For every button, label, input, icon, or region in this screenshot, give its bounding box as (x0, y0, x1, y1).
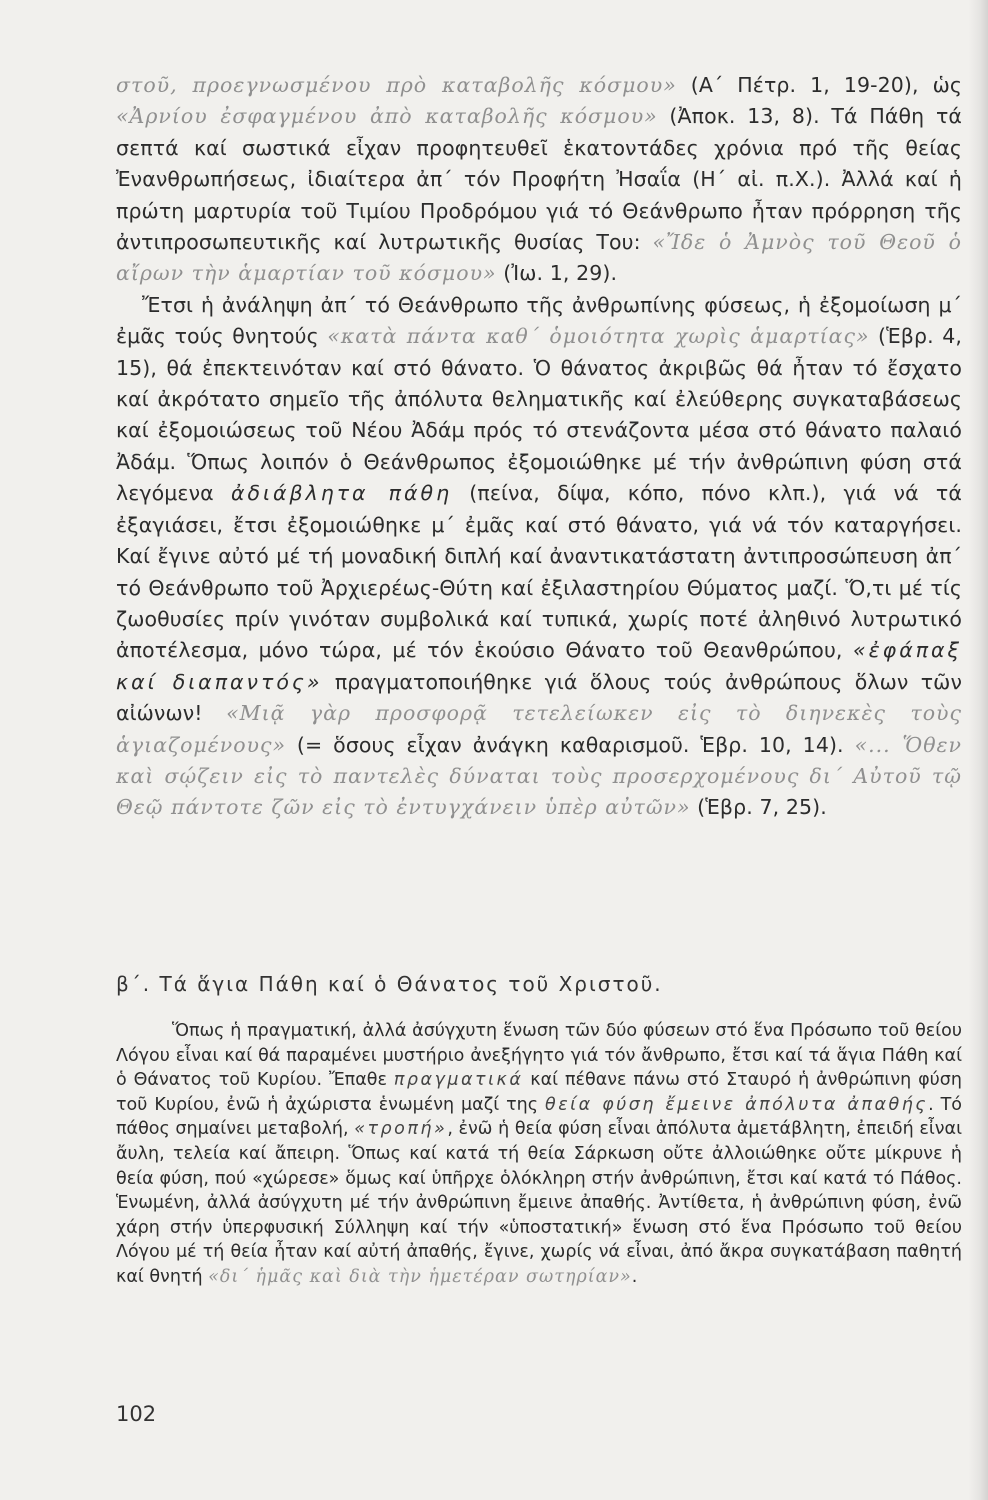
paragraph-1 (116, 70, 962, 290)
quote-john: «Ἴδε ὁ Ἀμνὸς τοῦ Θεοῦ ὁ αἴρων τὴν ἁμαρτίαν τοῦ κόσμου» (116, 230, 962, 286)
text-run: (Ἑβρ. 4, 15), θά ἐπεκτεινόταν καί στό θάνατο. Ὁ θάνατος ἀκριβῶς θά ἦταν τό ἔσχατο καί ἀκρότατο σημεῖο τῆς ἀπόλυτα θεληματικῆς καί ἐλεύθερης συγκαταβάσεως καί ἐξομοιώσεως τοῦ Νέου Ἀδάμ πρός τό στενάζοντα μέσα στό θάνατο παλαιό Ἀδάμ. Ὅπως λοιπόν ὁ Θεάνθρωπος ἐξομοιώθηκε μέ τήν ἀνθρώπινη φύση στά λεγόμενα (116, 324, 962, 506)
text-run: (Ἰω. 1, 29). (496, 261, 618, 286)
section-1-body (116, 70, 962, 824)
quote-revelation: «Ἀρνίου ἐσφαγμένου ἀπὸ καταβολῆς κόσμου» (116, 104, 658, 129)
paragraph-3 (116, 1019, 962, 1290)
text-run: (πείνα, δίψα, κόπο, πόνο κλπ.), γιά νά τά ἐξαγιάσει, ἔτσι ἐξομοιώθηκε μ΄ ἐμᾶς καί στό θάνατο, γιά νά τόν καταργήσει. Καί ἔγινε αὐτό μέ τή μοναδική διπλή καί ἀναντικατάστατη ἀντιπροσώπευση ἀπ΄ τό Θεάνθρωπο τοῦ Ἀρχιερέως-Θύτη καί ἐξιλαστηρίου Θύματος μαζί. Ὅ,τι μέ τίς ζωοθυσίες πρίν γινόταν συμβολικά καί τυπικά, χωρίς ποτέ ἀληθινό λυτρωτικό ἀποτέλεσμα, μόνο τώρα, μέ τόν ἑκούσιο Θάνατο τοῦ Θεανθρώπου, (116, 481, 962, 663)
text-run: . (631, 1266, 638, 1287)
text-run: Ὅπως ἡ πραγματική, ἀλλά ἀσύγχυτη ἕνωση τῶν δύο φύσεων στό ἕνα Πρόσωπο τοῦ θείου Λόγου εἶναι καί θά παραμένει μυστήριο ἀνεξήγητο γιά τόν ἄνθρωπο, ἔτσι καί τά ἅγια Πάθη καί ὁ Θάνατος τοῦ Κυρίου. Ἔπαθε (116, 1021, 962, 1091)
quote-hebrews-4: «κατὰ πάντα καθ΄ ὁμοιότητα χωρὶς ἁμαρτίας» (327, 324, 870, 349)
quote-hebrews-10: «Μιᾷ γὰρ προσφορᾷ τετελείωκεν εἰς τὸ διηνεκὲς τοὺς ἁγιαζομένους» (116, 701, 962, 757)
section-2-body (116, 1019, 962, 1290)
spaced-emphasis: πραγματικά (393, 1070, 524, 1091)
page-number: 102 (116, 1402, 157, 1426)
text-run: (Ἀποκ. 13, 8). Τά Πάθη τά σεπτά καί σωστικά εἶχαν προφητευθεῖ ἑκατοντάδες χρόνια πρό τῆς θείας Ἐνανθρωπήσεως, ἰδιαίτερα ἀπ΄ τόν Προφήτη Ἠσαΐα (Η΄ αἰ. π.Χ.). Ἀλλά καί ἡ πρώτη μαρτυρία τοῦ Τιμίου Προδρόμου γιά τό Θεάνθρωπο ἦταν πρόρρηση τῆς ἀντιπροσωπευτικῆς καί λυτρωτικῆς θυσίας Του: (116, 104, 962, 255)
spaced-emphasis: «τροπή» (354, 1119, 448, 1140)
quote-creed: «δι΄ ἡμᾶς καὶ διὰ τὴν ἡμετέραν σωτηρίαν» (208, 1266, 632, 1287)
text-run: . Τό πάθος σημαίνει μεταβολή, (116, 1094, 962, 1140)
paragraph-2 (116, 290, 962, 824)
text-run: (Ἑβρ. 7, 25). (690, 795, 827, 820)
section-heading: β΄. Τά ἅγια Πάθη καί ὁ Θάνατος τοῦ Χριστοῦ. (116, 972, 663, 996)
spaced-emphasis: θεία φύση ἔμεινε ἀπόλυτα ἀπαθής (544, 1094, 929, 1115)
spaced-emphasis: «ἐφάπαξ καί διαπαντός» (116, 638, 962, 694)
text-run: πραγματοποιήθηκε γιά ὅλους τούς ἀνθρώπους ὅλων τῶν αἰώνων! (116, 669, 962, 726)
page-gutter-shadow (968, 0, 988, 1500)
quote-hebrews-7: «... Ὅθεν καὶ σῴζειν εἰς τὸ παντελὲς δύναται τοὺς προσερχομένους δι΄ Αὐτοῦ τῷ Θεῷ πάντοτε ζῶν εἰς τὸ ἐντυγχάνειν ὑπὲρ αὐτῶν» (116, 732, 962, 820)
spaced-emphasis: ἀδιάβλητα πάθη (231, 481, 453, 506)
text-run: (Α΄ Πέτρ. 1, 19-20), ὡς (676, 73, 962, 97)
text-run: , ἐνῶ ἡ θεία φύση εἶναι ἀπόλυτα ἀμετάβλητη, ἐπειδή εἶναι ἄυλη, τελεία καί ἄπειρη. Ὅπως καί κατά τή θεία Σάρκωση οὔτε ἀλλοιώθηκε οὔτε μίκρυνε ἡ θεία φύση, πού «χώρεσε» ὅμως καί ὑπῆρχε ὁλόκληρη στήν ἀνθρώπινη, ἔτσι καί κατά τό Πάθος. Ἑνωμένη, ἀλλά ἀσύγχυτη μέ τήν ἀνθρώπινη ἔμεινε ἀπαθής. Ἀντίθετα, ἡ ἀνθρώπινη φύση, ἐνῶ χάρη στήν ὑπερφυσική Σύλληψη καί τήν «ὑποστατική» ἕνωση στό ἕνα Πρόσωπο τοῦ θείου Λόγου μέ τή θεία ἦταν καί αὐτή ἀπαθής, ἔγινε, χωρίς νά εἶναι, ἀπό ἄκρα συγκατάβαση παθητή καί θνητή (116, 1119, 962, 1287)
quote-1-peter: στοῦ, προεγνωσμένου πρὸ καταβολῆς κόσμου» (116, 73, 677, 97)
text-run: καί πέθανε πάνω στό Σταυρό ἡ ἀνθρώπινη φύση τοῦ Κυρίου, ἐνῶ ἡ ἀχώριστα ἑνωμένη μαζί της (116, 1070, 962, 1115)
text-run: Ἔτσι ἡ ἀνάληψη ἀπ΄ τό Θεάνθρωπο τῆς ἀνθρωπίνης φύσεως, ἡ ἐξομοίωση μ΄ ἐμᾶς τούς θνητούς (116, 292, 962, 349)
text-run: (= ὅσους εἶχαν ἀνάγκη καθαρισμοῦ. Ἑβρ. 10, 14). (286, 732, 855, 757)
